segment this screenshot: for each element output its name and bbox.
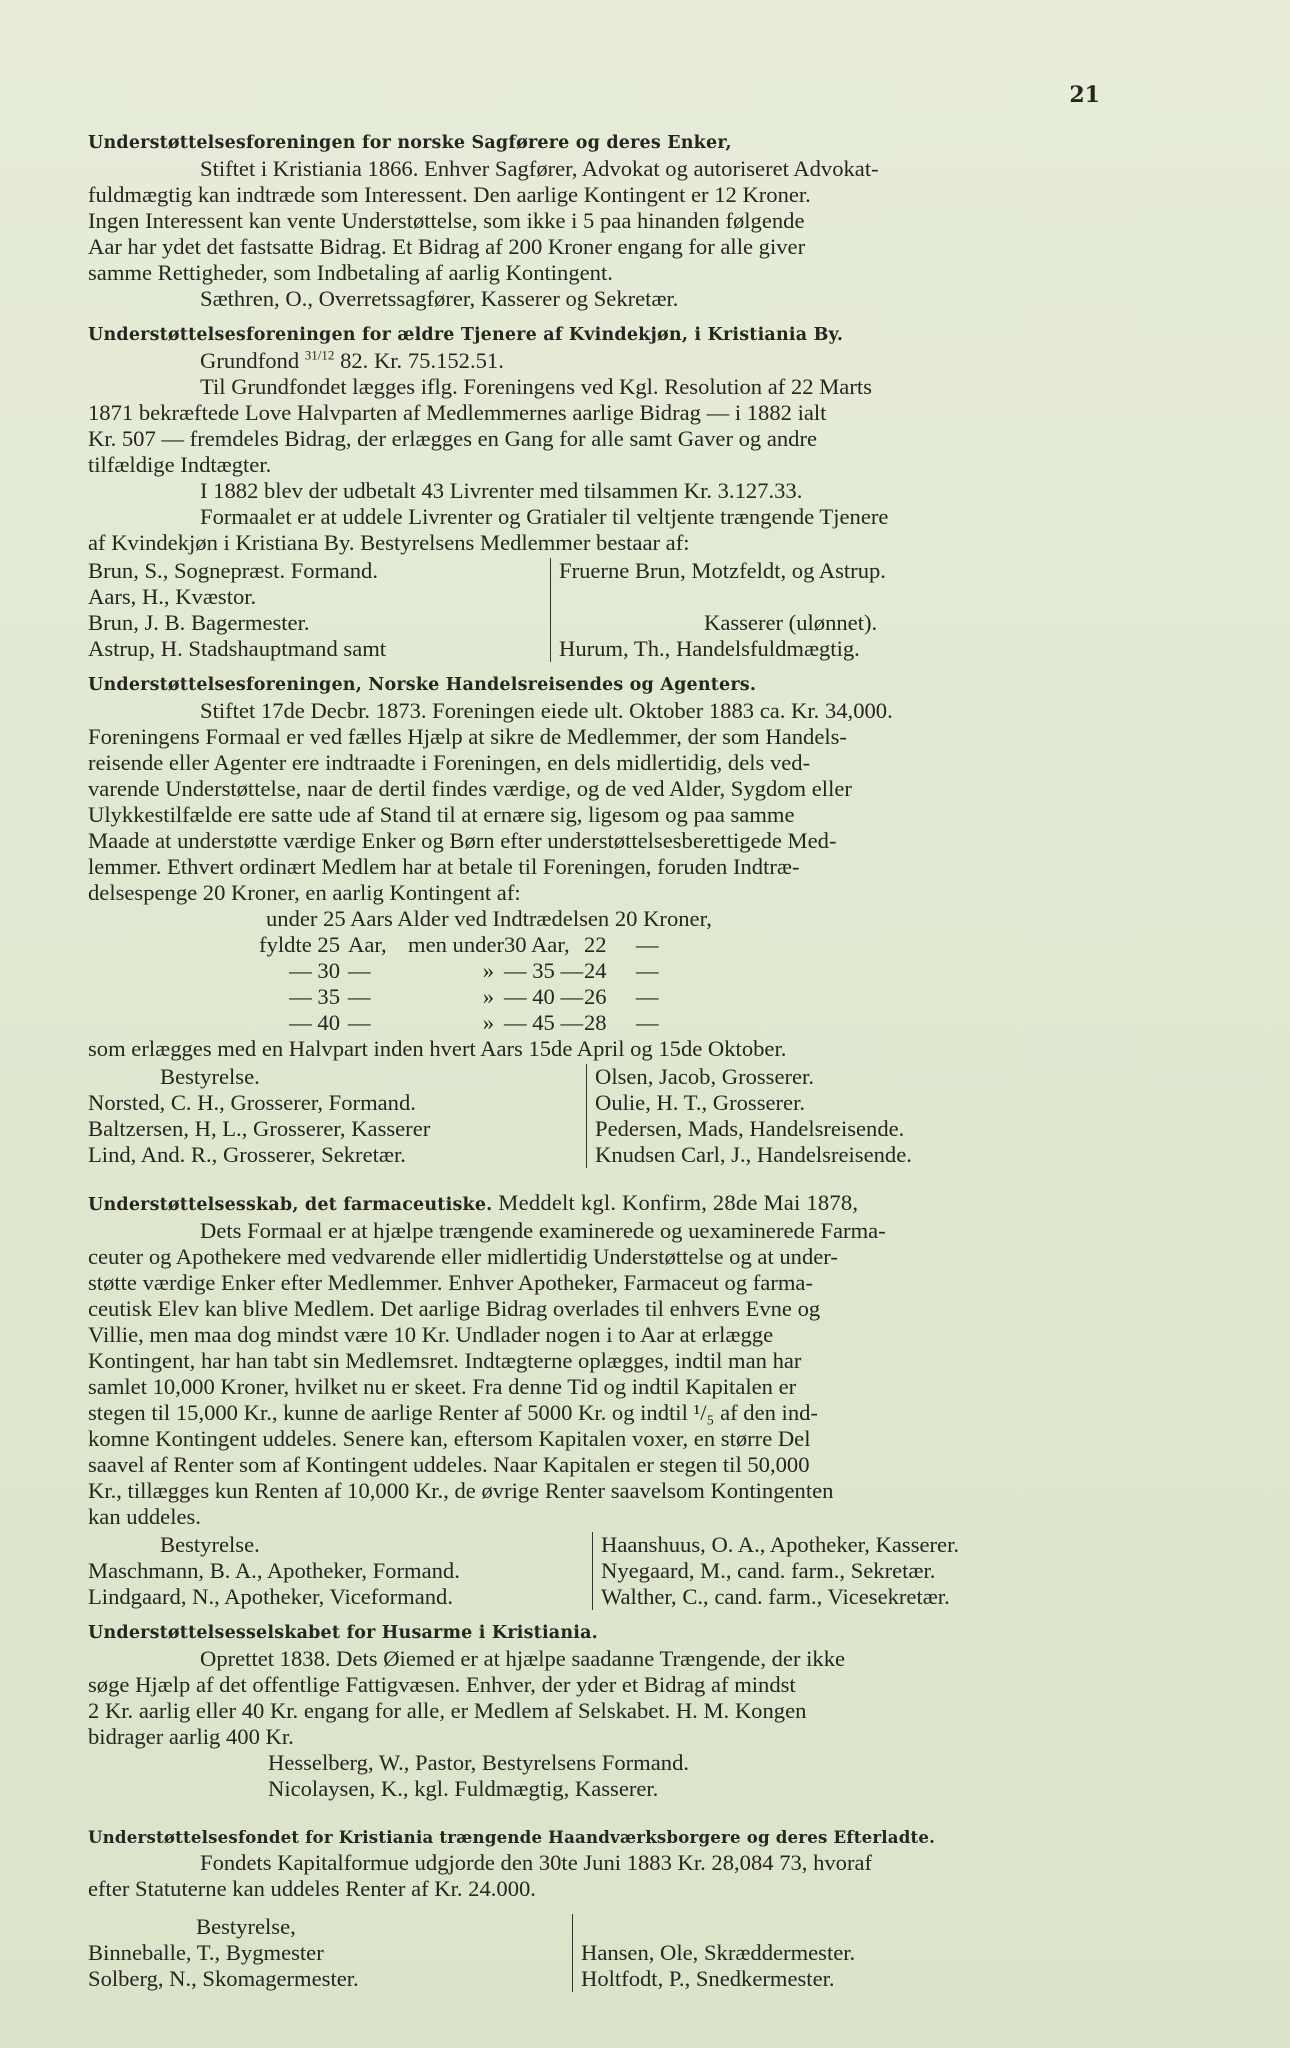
board-left-column — [88, 1532, 592, 1610]
section-heading: Understøttelsesfondet for Kristiania trængende Haandværksborgere og deres Efterladte. — [88, 1827, 936, 1847]
fee-cell: 22 — [584, 932, 607, 957]
text-line: efter Statuterne kan uddeles Renter af Kr. 24.000. — [88, 1876, 536, 1901]
heading-rest: Meddelt kgl. Konfirm, 28de Mai 1878, — [492, 1190, 859, 1215]
board-member: Norsted, C. H., Grosserer, Formand. — [88, 1090, 416, 1115]
board-right-column — [572, 1914, 855, 1992]
fee-cell: — — [348, 958, 371, 983]
text-line: Maade at understøtte værdige Enker og Børn efter understøttelsesberettigede Med- — [88, 828, 837, 853]
fee-cell: — — [348, 984, 371, 1009]
fee-cell: — 35 — [289, 984, 340, 1009]
board-members — [88, 558, 1106, 662]
fund-line — [88, 348, 1106, 374]
fee-cell: Aar, — [348, 932, 387, 957]
board-member: Lind, And. R., Grosserer, Sekretær. — [88, 1142, 406, 1167]
text-line: som erlægges med en Halvpart inden hvert Aars 15de April og 15de Oktober. — [88, 1036, 787, 1061]
text-line: varende Understøttelse, naar de dertil findes værdige, og de ved Alder, Sygdom eller — [88, 776, 852, 801]
board-member: Holtfodt, P., Snedkermester. — [581, 1966, 835, 1991]
fee-cell: fyldte 25 — [259, 932, 340, 957]
board-left-column — [88, 1914, 572, 1992]
page-body — [88, 130, 1106, 2002]
board-right-column — [586, 1064, 912, 1168]
text-line: Villie, men maa dog mindst være 10 Kr. Undlader nogen i to Aar at erlægge — [88, 1322, 774, 1347]
text-line: saavel af Renter som af Kontingent uddeles. Naar Kapitalen er stegen til 50,000 — [88, 1452, 810, 1477]
text-line: Kr., tillægges kun Renten af 10,000 Kr., de øvrige Renter saavelsom Kontingenten — [88, 1478, 834, 1503]
board-member: Oulie, H. T., Grosserer. — [595, 1090, 805, 1115]
text-line: fuldmægtig kan indtræde som Interessent. Den aarlige Kontingent er 12 Kroner. — [88, 182, 811, 207]
board-heading: Bestyrelse, — [196, 1914, 296, 1939]
board-member: Haanshuus, O. A., Apotheker, Kasserer. — [601, 1532, 960, 1557]
text-line: 2 Kr. aarlig eller 40 Kr. engang for alle, er Medlem af Selskabet. H. M. Kongen — [88, 1698, 807, 1723]
board-member: Aars, H., Kvæstor. — [88, 584, 257, 609]
fee-cell: — 40 — [289, 1010, 340, 1035]
board-member: Kasserer (ulønnet). — [704, 610, 878, 635]
fee-cell: 28 — [584, 1010, 607, 1035]
fee-cell: men under — [408, 932, 504, 957]
board-member: Baltzersen, H, L., Grosserer, Kasserer — [88, 1116, 431, 1141]
fee-cell: — — [636, 1010, 659, 1035]
text-line: Formaalet er at uddele Livrenter og Gratialer til veltjente trængende Tjenere — [200, 504, 889, 529]
fee-cell: 30 Aar, — [504, 932, 570, 957]
text-line: ceutisk Elev kan blive Medlem. Det aarlige Bidrag overlades til enhvers Evne og — [88, 1296, 821, 1321]
page-number: 21 — [1069, 82, 1100, 108]
text-line: Ulykkestilfælde ere satte ude af Stand til at ernære sig, ligesom og paa samme — [88, 802, 795, 827]
section-heading: Understøttelsesforeningen for ældre Tjenere af Kvindekjøn, i Kristiania By. — [88, 325, 844, 345]
section-haandvaerksborgere — [88, 1824, 1106, 1992]
text-line: ceuter og Apothekere med vedvarende eller midlertidig Understøttelse og at under- — [88, 1244, 838, 1269]
text-line: Oprettet 1838. Dets Øiemed er at hjælpe saadanne Trængende, der ikke — [200, 1646, 846, 1671]
section-heading — [88, 1190, 1106, 1218]
fund-prefix: Grundfond — [200, 348, 305, 373]
section-husarme — [88, 1620, 1106, 1802]
board-member: Nyegaard, M., cand. farm., Sekretær. — [601, 1558, 936, 1583]
board-left-column — [88, 1064, 586, 1168]
text-line: Stiftet i Kristiania 1866. Enhver Sagfører, Advokat og autoriseret Advokat- — [200, 156, 879, 181]
text-line: delsespenge 20 Kroner, en aarlig Kontingent af: — [88, 880, 521, 905]
text-line: komne Kontingent uddeles. Senere kan, eftersom Kapitalen voxer, en større Del — [88, 1426, 811, 1451]
board-member: Binneballe, T., Bygmester — [88, 1940, 324, 1965]
fee-cell: — — [636, 958, 659, 983]
text-line: kan uddeles. — [88, 1504, 201, 1529]
fee-cell: 26 — [584, 984, 607, 1009]
section-heading: Understøttelsesselskabet for Husarme i Kristiania. — [88, 1623, 598, 1643]
fund-date: 31/12 — [304, 347, 335, 363]
fee-cell: — 40 — — [504, 984, 584, 1009]
board-left-column — [88, 558, 550, 662]
board-member: Knudsen Carl, J., Handelsreisende. — [595, 1142, 912, 1167]
section-handelsreisende — [88, 672, 1106, 1168]
section-sagforere — [88, 130, 1106, 312]
board-members — [88, 1532, 1106, 1610]
fee-table — [88, 932, 1106, 1036]
text-line: reisende eller Agenter ere indtraadte i Foreningen, en dels midlertidig, dels ved- — [88, 750, 811, 775]
board-member: Solberg, N., Skomagermester. — [88, 1966, 359, 1991]
blank-line — [559, 584, 886, 610]
board-member: Hurum, Th., Handelsfuldmægtig. — [559, 636, 860, 661]
fee-cell: — — [348, 1010, 371, 1035]
board-member: Walther, C., cand. farm., Vicesekretær. — [601, 1584, 950, 1609]
board-member: Hansen, Ole, Skræddermester. — [581, 1940, 856, 1965]
board-member: Astrup, H. Stadshauptmand samt — [88, 636, 387, 661]
fee-cell: » — [482, 958, 494, 983]
board-heading: Bestyrelse. — [160, 1532, 260, 1557]
text-line: bidrager aarlig 400 Kr. — [88, 1724, 294, 1749]
fund-suffix: 82. Kr. 75.152.51. — [334, 348, 504, 373]
section-tjenere — [88, 322, 1106, 662]
officer-line: Sæthren, O., Overretssagfører, Kasserer og Sekretær. — [200, 286, 679, 311]
text-line: støtte værdige Enker efter Medlemmer. Enhver Apotheker, Farmaceut og farma- — [88, 1270, 813, 1295]
text-line: Kontingent, har han tabt sin Medlemsret. Indtægterne oplægges, indtil man har — [88, 1348, 802, 1373]
board-members — [88, 1064, 1106, 1168]
fee-first-line: under 25 Aars Alder ved Indtrædelsen 20 Kroner, — [266, 906, 712, 931]
section-farmaceutiske — [88, 1190, 1106, 1610]
section-heading: Understøttelsesforeningen for norske Sagførere og deres Enker, — [88, 133, 732, 153]
fee-cell: » — [482, 984, 494, 1009]
blank-line — [581, 1914, 855, 1940]
fee-cell: » — [482, 1010, 494, 1035]
section-heading: Understøttelsesforeningen, Norske Handelsreisendes og Agenters. — [88, 675, 757, 695]
board-member: Brun, S., Sognepræst. Formand. — [88, 558, 378, 583]
text-line: Aar har ydet det fastsatte Bidrag. Et Bidrag af 200 Kroner engang for alle giver — [88, 234, 806, 259]
board-right-column — [592, 1532, 959, 1610]
text-line: Ingen Interessent kan vente Understøttelse, som ikke i 5 paa hinanden følgende — [88, 208, 805, 233]
board-member: Brun, J. B. Bagermester. — [88, 610, 310, 635]
board-member: Hesselberg, W., Pastor, Bestyrelsens Formand. — [268, 1750, 690, 1775]
board-member: Olsen, Jacob, Grosserer. — [595, 1064, 814, 1089]
text-line: samme Rettigheder, som Indbetaling af aarlig Kontingent. — [88, 260, 613, 285]
text-line: søge Hjælp af det offentlige Fattigvæsen. Enhver, der yder et Bidrag af mindst — [88, 1672, 796, 1697]
board-member: Pedersen, Mads, Handelsreisende. — [595, 1116, 905, 1141]
text-line: 1871 bekræftede Love Halvparten af Medlemmernes aarlige Bidrag — i 1882 ialt — [88, 400, 827, 425]
fee-cell: — 35 — — [504, 958, 584, 983]
text-line: af Kvindekjøn i Kristiana By. Bestyrelsens Medlemmer bestaar af: — [88, 530, 690, 555]
fee-cell: 24 — [584, 958, 607, 983]
text-line: Kr. 507 — fremdeles Bidrag, der erlægges en Gang for alle samt Gaver og andre — [88, 426, 818, 451]
board-member: Nicolaysen, K., kgl. Fuldmægtig, Kasserer. — [268, 1776, 659, 1801]
text-line: I 1882 blev der udbetalt 43 Livrenter med tilsammen Kr. 3.127.33. — [200, 478, 803, 503]
text-line: Dets Formaal er at hjælpe trængende examinerede og uexaminerede Farma- — [200, 1218, 886, 1243]
fee-cell: — — [636, 932, 659, 957]
board-member: Lindgaard, N., Apotheker, Viceformand. — [88, 1584, 453, 1609]
fee-cell: — 45 — — [504, 1010, 584, 1035]
text-line: Foreningens Formaal er ved fælles Hjælp at sikre de Medlemmer, der som Handels- — [88, 724, 847, 749]
fee-cell: — 30 — [289, 958, 340, 983]
text-line: Til Grundfondet lægges iflg. Foreningens ved Kgl. Resolution af 22 Marts — [200, 374, 872, 399]
board-member: Maschmann, B. A., Apotheker, Formand. — [88, 1558, 460, 1583]
board-members — [88, 1914, 1106, 1992]
board-right-column — [550, 558, 886, 662]
text-line: stegen til 15,000 Kr., kunne de aarlige Renter af 5000 Kr. og indtil ¹/₅ af den ind- — [88, 1400, 818, 1425]
text-line: tilfældige Indtægter. — [88, 452, 272, 477]
text-line: Stiftet 17de Decbr. 1873. Foreningen eiede ult. Oktober 1883 ca. Kr. 34,000. — [200, 698, 893, 723]
board-heading: Bestyrelse. — [160, 1064, 260, 1089]
board-member: Fruerne Brun, Motzfeldt, og Astrup. — [559, 558, 886, 583]
heading-title: Understøttelsesskab, det farmaceutiske. — [88, 1195, 493, 1215]
fee-cell: — — [636, 984, 659, 1009]
text-line: lemmer. Ethvert ordinært Medlem har at betale til Foreningen, foruden Indtræ- — [88, 854, 800, 879]
text-line: samlet 10,000 Kroner, hvilket nu er skeet. Fra denne Tid og indtil Kapitalen er — [88, 1374, 797, 1399]
text-line: Fondets Kapitalformue udgjorde den 30te Juni 1883 Kr. 28,084 73, hvoraf — [200, 1850, 873, 1875]
